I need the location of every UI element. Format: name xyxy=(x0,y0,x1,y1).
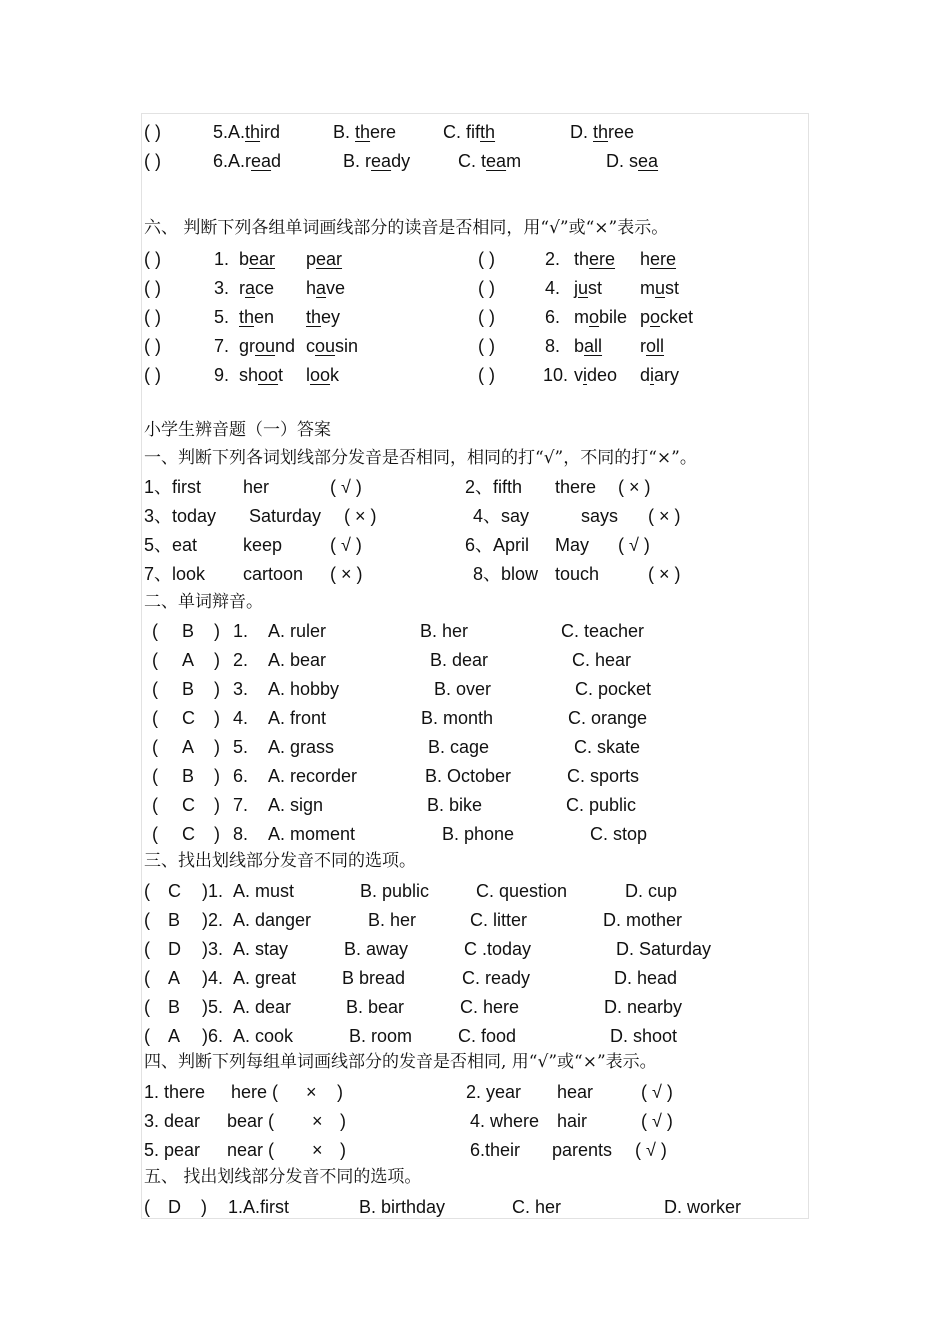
answer-letter: B xyxy=(168,997,181,1017)
section-5-title: 五、 找出划线部分发音不同的选项。 xyxy=(144,1167,422,1187)
word-1: shoot xyxy=(239,365,284,385)
option-c: C .today xyxy=(464,939,532,959)
answer-letter: C xyxy=(168,881,181,901)
item-number: 7. xyxy=(233,795,249,815)
word-3: 8、blow xyxy=(473,564,539,584)
answer-blank: ( ) xyxy=(144,336,161,356)
word-2: pear xyxy=(306,249,343,269)
answer-letter: B xyxy=(182,766,195,786)
word-1: ground xyxy=(239,336,296,356)
option-b: B. October xyxy=(425,766,512,786)
paren-open: ( xyxy=(144,881,150,901)
answer-blank: ( ) xyxy=(478,365,495,385)
item-number: )1. xyxy=(202,881,224,901)
option-b: B. birthday xyxy=(359,1197,446,1217)
word-2: her xyxy=(243,477,270,497)
word-4: hair xyxy=(557,1111,588,1131)
option-d: D. cup xyxy=(625,881,678,901)
section-3-title: 三、找出划线部分发音不同的选项。 xyxy=(144,851,416,871)
paren-close: ) xyxy=(337,1082,343,1102)
item-number: 2. xyxy=(233,650,249,670)
option-a: A. sign xyxy=(268,795,324,815)
section-1-title: 一、判断下列各词划线部分发音是否相同，相同的打“√”，不同的打“×”。 xyxy=(144,448,697,468)
option-a: A. bear xyxy=(268,650,327,670)
paren-open: ( xyxy=(152,621,158,641)
answer-blank: ( ) xyxy=(478,249,495,269)
word-3: 6、April xyxy=(465,535,530,555)
word-2: pocket xyxy=(640,307,694,327)
item-number: 3. xyxy=(233,679,249,699)
answer-blank: ( ) xyxy=(478,307,495,327)
word-2: diary xyxy=(640,365,680,385)
section-2-title: 二、单词辩音。 xyxy=(144,592,263,612)
answer-mark: ( √ ) xyxy=(641,1082,673,1102)
answer-mark: ( × ) xyxy=(344,506,377,526)
answer-letter: C xyxy=(182,708,195,728)
paren-close: ) xyxy=(340,1111,346,1131)
option-c: C. stop xyxy=(590,824,648,844)
answer-letter: A xyxy=(182,737,195,757)
item-number: 2. xyxy=(545,249,561,269)
answer-blank: ( ) xyxy=(144,307,161,327)
option-a: A. hobby xyxy=(268,679,340,699)
word-2: near ( xyxy=(227,1140,275,1160)
option-b: B. away xyxy=(344,939,409,959)
word-2: keep xyxy=(243,535,283,555)
answer-letter: D xyxy=(168,1197,181,1217)
word-2: here xyxy=(640,249,677,269)
option-a: 5.A.third xyxy=(213,122,281,142)
item-number: )5. xyxy=(202,997,224,1017)
answer-letter: D xyxy=(168,939,181,959)
answer-mark: ( √ ) xyxy=(641,1111,673,1131)
paren-open: ( xyxy=(144,1026,150,1046)
option-a: A. front xyxy=(268,708,327,728)
option-d: D. mother xyxy=(603,910,683,930)
word-2: bear ( xyxy=(227,1111,275,1131)
word-1: there xyxy=(574,249,616,269)
word-4: May xyxy=(555,535,590,555)
option-a: 6.A.read xyxy=(213,151,282,171)
option-d: D. three xyxy=(570,122,635,142)
word-2: cousin xyxy=(306,336,359,356)
word-1: 3、today xyxy=(144,506,217,526)
word-1: 3. dear xyxy=(144,1111,201,1131)
option-c: C. public xyxy=(566,795,637,815)
option-c: C. litter xyxy=(470,910,528,930)
word-4: parents xyxy=(552,1140,613,1160)
option-a: A. grass xyxy=(268,737,335,757)
paren-open: ( xyxy=(144,910,150,930)
option-b: B. phone xyxy=(442,824,515,844)
word-2: Saturday xyxy=(249,506,322,526)
word-4: there xyxy=(555,477,597,497)
word-2: look xyxy=(306,365,340,385)
word-2: here ( xyxy=(231,1082,279,1102)
item-number: )3. xyxy=(202,939,224,959)
option-d: D. sea xyxy=(606,151,659,171)
answer-letter: B xyxy=(182,621,195,641)
option-a: A. danger xyxy=(233,910,312,930)
option-c: C. ready xyxy=(462,968,531,988)
answer-letter: A xyxy=(168,968,181,988)
option-b: B. there xyxy=(333,122,397,142)
paren-open: ( xyxy=(152,650,158,670)
paren-open: ( xyxy=(152,766,158,786)
answer-blank: ( ) xyxy=(478,336,495,356)
word-1: then xyxy=(239,307,275,327)
answer-mark: ( × ) xyxy=(618,477,651,497)
option-a: 1.A.first xyxy=(228,1197,290,1217)
option-a: A. great xyxy=(233,968,297,988)
option-c: C. her xyxy=(512,1197,562,1217)
item-number: 4. xyxy=(545,278,561,298)
option-c: C. question xyxy=(476,881,568,901)
word-1: video xyxy=(574,365,618,385)
answer-mark: ( × ) xyxy=(648,506,681,526)
option-a: A. moment xyxy=(268,824,356,844)
option-c: C. food xyxy=(458,1026,517,1046)
word-1: just xyxy=(574,278,603,298)
item-number: )2. xyxy=(202,910,224,930)
option-b: B. dear xyxy=(430,650,489,670)
item-number: 1. xyxy=(233,621,249,641)
item-number: 3. xyxy=(214,278,230,298)
paren-close: ) xyxy=(214,766,220,786)
paren-close: ) xyxy=(214,621,220,641)
option-d: D. nearby xyxy=(604,997,683,1017)
item-number: )6. xyxy=(202,1026,224,1046)
option-d: D. Saturday xyxy=(616,939,712,959)
option-c: C. fifth xyxy=(443,122,496,142)
answer-blank: ( ) xyxy=(144,365,161,385)
answer-letter: C xyxy=(182,824,195,844)
answer-mark: × xyxy=(312,1140,323,1160)
answer-mark: × xyxy=(312,1111,323,1131)
paren-open: ( xyxy=(144,997,150,1017)
paren-open: ( xyxy=(152,795,158,815)
option-c: C. here xyxy=(460,997,520,1017)
option-b: B. bear xyxy=(346,997,405,1017)
option-b: B. public xyxy=(360,881,430,901)
paren-close: ) xyxy=(201,1197,207,1217)
paren-close: ) xyxy=(340,1140,346,1160)
item-number: 9. xyxy=(214,365,230,385)
word-3: 4. where xyxy=(470,1111,540,1131)
answer-blank: ( ) xyxy=(144,278,161,298)
section-4-title: 四、判断下列每组单词画线部分的发音是否相同, 用“√”或“×”表示。 xyxy=(144,1052,657,1072)
paren-open: ( xyxy=(152,679,158,699)
answer-blank: ( ) xyxy=(144,249,161,269)
word-1: 5、eat xyxy=(144,535,198,555)
answer-blank: ( ) xyxy=(478,278,495,298)
item-number: 10. xyxy=(543,365,569,385)
paren-close: ) xyxy=(214,824,220,844)
item-number: 5. xyxy=(233,737,249,757)
item-number: 5. xyxy=(214,307,230,327)
option-d: D. worker xyxy=(664,1197,742,1217)
option-c: C. orange xyxy=(568,708,648,728)
option-c: C. teacher xyxy=(561,621,645,641)
word-3: 6.their xyxy=(470,1140,521,1160)
paren-close: ) xyxy=(214,650,220,670)
answer-mark: ( √ ) xyxy=(330,477,362,497)
item-number: 6. xyxy=(545,307,561,327)
word-1: 5. pear xyxy=(144,1140,201,1160)
word-1: bear xyxy=(239,249,276,269)
word-1: race xyxy=(239,278,275,298)
option-d: D. head xyxy=(614,968,678,988)
item-number: )4. xyxy=(202,968,224,988)
word-2: they xyxy=(306,307,341,327)
answer-letter: C xyxy=(182,795,195,815)
option-b: B. bike xyxy=(427,795,483,815)
word-2: must xyxy=(640,278,680,298)
option-b: B. ready xyxy=(343,151,411,171)
option-a: A. recorder xyxy=(268,766,358,786)
paren-open: ( xyxy=(144,968,150,988)
section-6-title: 六、 判断下列各组单词画线部分的读音是否相同，用“√”或“×”表示。 xyxy=(144,218,669,238)
option-a: A. stay xyxy=(233,939,289,959)
option-c: C. team xyxy=(458,151,522,171)
word-4: says xyxy=(581,506,619,526)
answer-mark: ( √ ) xyxy=(618,535,650,555)
paren-open: ( xyxy=(152,737,158,757)
answers-title: 小学生辨音题（一）答案 xyxy=(144,420,331,440)
word-2: roll xyxy=(640,336,665,356)
paren-close: ) xyxy=(214,679,220,699)
answer-mark: ( × ) xyxy=(648,564,681,584)
option-b: B. over xyxy=(434,679,492,699)
option-c: C. sports xyxy=(567,766,640,786)
word-4: hear xyxy=(557,1082,594,1102)
option-c: C. pocket xyxy=(575,679,652,699)
word-2: have xyxy=(306,278,346,298)
word-1: 7、look xyxy=(144,564,206,584)
item-number: 8. xyxy=(233,824,249,844)
answer-letter: B xyxy=(182,679,195,699)
word-1: 1、first xyxy=(144,477,202,497)
paren-open: ( xyxy=(144,939,150,959)
paren-close: ) xyxy=(214,708,220,728)
word-1: mobile xyxy=(574,307,628,327)
word-1: ball xyxy=(574,336,603,356)
answer-letter: A xyxy=(168,1026,181,1046)
word-3: 2、fifth xyxy=(465,477,523,497)
option-a: A. cook xyxy=(233,1026,294,1046)
answer-mark: ( × ) xyxy=(330,564,363,584)
option-a: A. dear xyxy=(233,997,292,1017)
word-1: 1. there xyxy=(144,1082,206,1102)
option-c: C. hear xyxy=(572,650,632,670)
answer-mark: ( √ ) xyxy=(330,535,362,555)
paren-open: ( xyxy=(152,824,158,844)
item-number: 8. xyxy=(545,336,561,356)
paren-open: ( xyxy=(152,708,158,728)
item-number: 6. xyxy=(233,766,249,786)
word-2: cartoon xyxy=(243,564,304,584)
word-3: 4、say xyxy=(473,506,530,526)
option-b: B. her xyxy=(368,910,417,930)
option-b: B. month xyxy=(421,708,494,728)
paren-close: ) xyxy=(214,737,220,757)
answer-blank: ( ) xyxy=(144,122,161,142)
option-b: B. her xyxy=(420,621,469,641)
option-c: C. skate xyxy=(574,737,641,757)
answer-letter: B xyxy=(168,910,181,930)
option-b: B bread xyxy=(342,968,406,988)
paren-open: ( xyxy=(144,1197,150,1217)
option-a: A. must xyxy=(233,881,295,901)
answer-mark: ( √ ) xyxy=(635,1140,667,1160)
answer-mark: × xyxy=(306,1082,317,1102)
answer-blank: ( ) xyxy=(144,151,161,171)
option-d: D. shoot xyxy=(610,1026,678,1046)
item-number: 1. xyxy=(214,249,230,269)
option-a: A. ruler xyxy=(268,621,327,641)
item-number: 4. xyxy=(233,708,249,728)
word-3: 2. year xyxy=(466,1082,522,1102)
option-b: B. cage xyxy=(428,737,490,757)
option-b: B. room xyxy=(349,1026,413,1046)
item-number: 7. xyxy=(214,336,230,356)
word-4: touch xyxy=(555,564,600,584)
answer-letter: A xyxy=(182,650,195,670)
paren-close: ) xyxy=(214,795,220,815)
